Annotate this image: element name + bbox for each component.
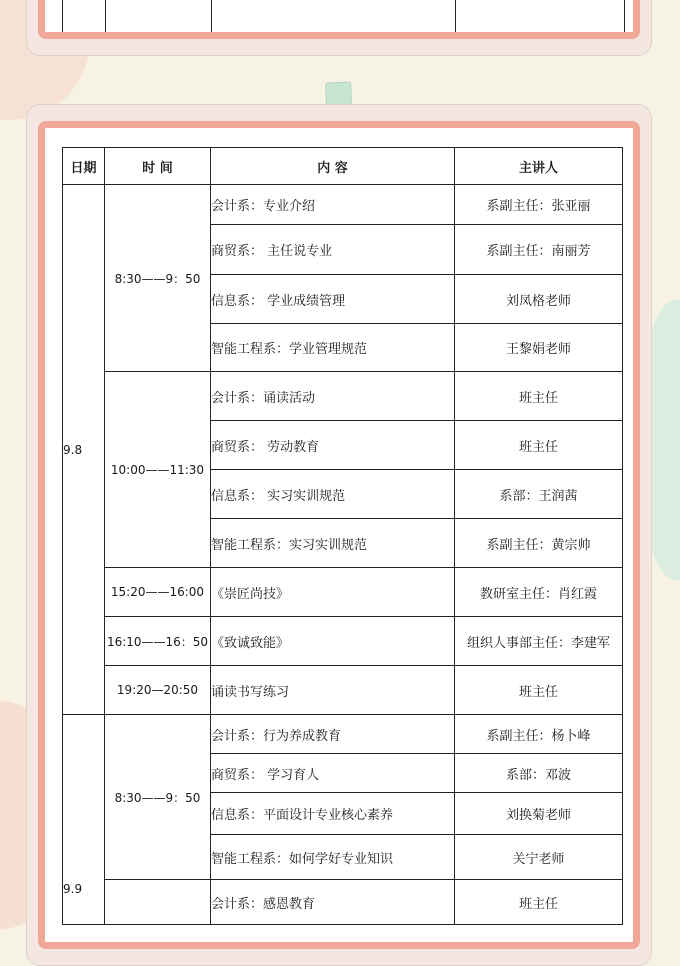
- speaker-cell: 班主任: [455, 880, 623, 925]
- time-slot-cell: 19:20—20:50: [105, 666, 211, 715]
- session-content-cell: 商贸系： 学习育人: [211, 754, 455, 793]
- session-content-cell: 诵读书写练习: [211, 666, 455, 715]
- speaker-cell: 系部：邓波: [455, 754, 623, 793]
- speaker-cell: 班主任: [455, 372, 623, 421]
- session-content-cell: 《致诚致能》: [211, 617, 455, 666]
- speaker-cell: 关宁老师: [455, 835, 623, 880]
- speaker-cell: 班主任: [455, 421, 623, 470]
- schedule-table: [62, 147, 623, 925]
- table-row: [63, 715, 623, 754]
- previous-page-table-fragment: [62, 0, 625, 34]
- header-date: 日期: [63, 148, 105, 185]
- speaker-cell: 系副主任：张亚丽: [455, 185, 623, 225]
- previous-page-card: [26, 0, 652, 56]
- session-content-cell: 《崇匠尚技》: [211, 568, 455, 617]
- session-content-cell: 会计系：专业介绍: [211, 185, 455, 225]
- time-slot-cell: 16:10——16：50: [105, 617, 211, 666]
- session-content-cell: 智能工程系：实习实训规范: [211, 519, 455, 568]
- speaker-cell: 班主任: [455, 666, 623, 715]
- schedule-body: [63, 185, 623, 925]
- time-slot-cell: [105, 880, 211, 925]
- speaker-cell: 系副主任：南丽芳: [455, 225, 623, 275]
- session-content-cell: 商贸系： 劳动教育: [211, 421, 455, 470]
- table-row: [63, 372, 623, 421]
- table-row: [63, 185, 623, 225]
- time-slot-cell: 10:00——11:30: [105, 372, 211, 568]
- speaker-cell: 王黎娟老师: [455, 324, 623, 372]
- session-content-cell: 信息系： 学业成绩管理: [211, 275, 455, 324]
- table-row: [63, 666, 623, 715]
- table-row: [63, 617, 623, 666]
- speaker-cell: 组织人事部主任：李建军: [455, 617, 623, 666]
- previous-page-frame: [38, 0, 640, 39]
- session-content-cell: 会计系：感恩教育: [211, 880, 455, 925]
- header-speaker: 主讲人: [455, 148, 623, 185]
- session-content-cell: 会计系：行为养成教育: [211, 715, 455, 754]
- header-time: 时 间: [105, 148, 211, 185]
- session-content-cell: 信息系：平面设计专业核心素养: [211, 793, 455, 835]
- table-row: [63, 880, 623, 925]
- session-content-cell: 智能工程系：学业管理规范: [211, 324, 455, 372]
- session-content-cell: 商贸系： 主任说专业: [211, 225, 455, 275]
- table-header-row: [63, 148, 623, 185]
- header-content: 内 容: [211, 148, 455, 185]
- speaker-cell: 系副主任：黄宗帅: [455, 519, 623, 568]
- date-cell: 9.8: [63, 185, 105, 715]
- date-cell: 9.9: [63, 715, 105, 925]
- speaker-cell: 刘换菊老师: [455, 793, 623, 835]
- schedule-page-frame: [38, 121, 640, 949]
- speaker-cell: 系副主任：杨卜峰: [455, 715, 623, 754]
- time-slot-cell: 8:30——9：50: [105, 185, 211, 372]
- table-row: [63, 568, 623, 617]
- session-content-cell: 信息系： 实习实训规范: [211, 470, 455, 519]
- speaker-cell: 系部：王润茜: [455, 470, 623, 519]
- schedule-page-card: [26, 104, 652, 966]
- session-content-cell: 智能工程系：如何学好专业知识: [211, 835, 455, 880]
- speaker-cell: 教研室主任：肖红霞: [455, 568, 623, 617]
- speaker-cell: 刘凤格老师: [455, 275, 623, 324]
- session-content-cell: 会计系：诵读活动: [211, 372, 455, 421]
- time-slot-cell: 15:20——16:00: [105, 568, 211, 617]
- time-slot-cell: 8:30——9：50: [105, 715, 211, 880]
